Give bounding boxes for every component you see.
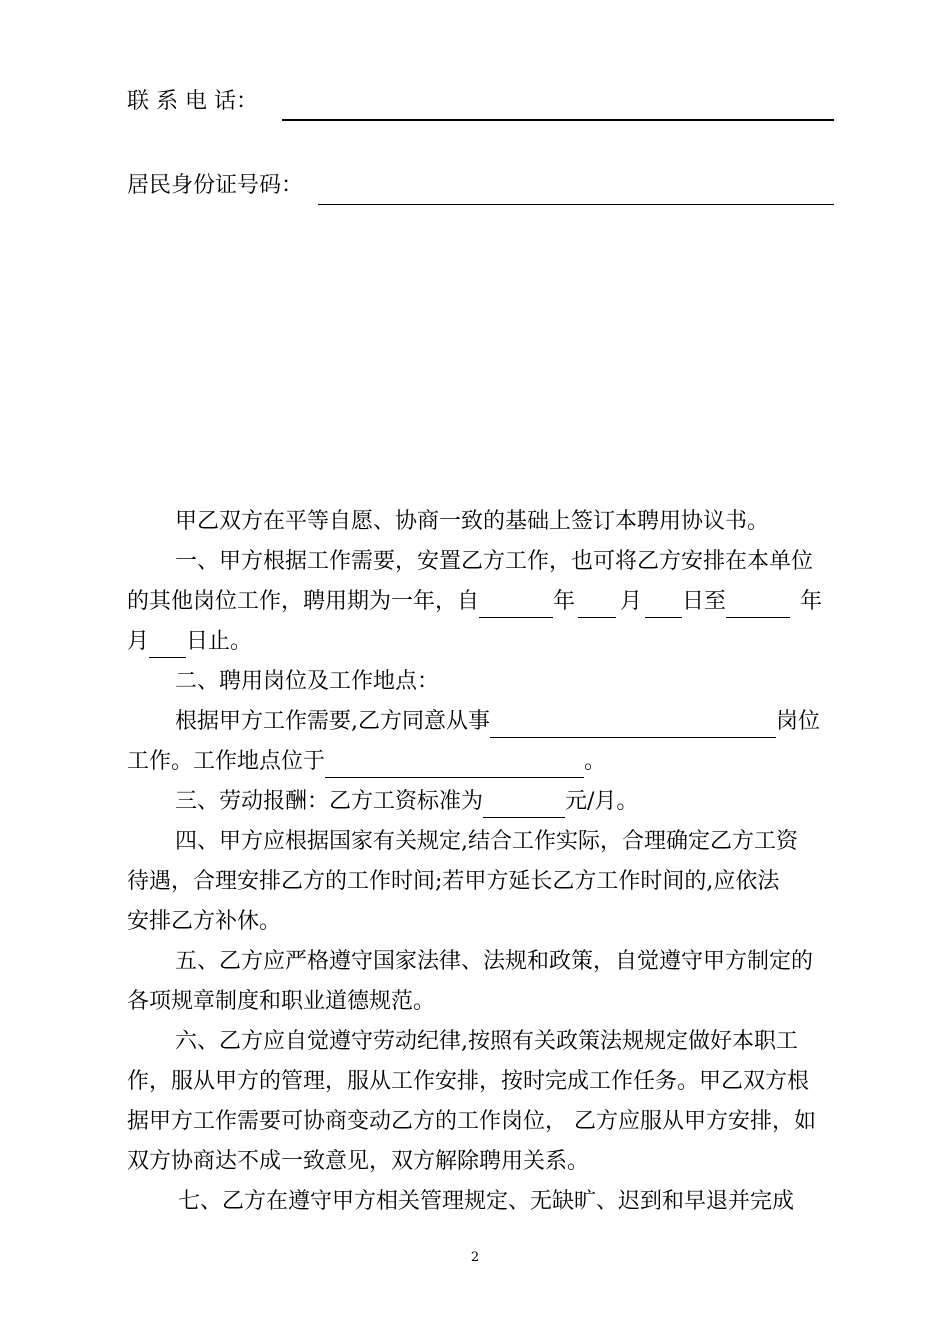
salary-unit: 元/月。 (565, 789, 639, 814)
end-month-blank (149, 627, 186, 658)
id-label-line (127, 166, 303, 206)
clause2-line2 (127, 742, 867, 782)
salary-label: 三、劳动报酬：乙方工资标准为 (175, 789, 484, 814)
clause4-text-3: 安排乙方补休。 (127, 909, 282, 934)
clause1-line2 (127, 582, 867, 622)
end-year-blank (726, 587, 790, 618)
clause5-text-2: 各项规章制度和职业道德规范。 (127, 989, 436, 1014)
clause6-line3 (127, 1102, 867, 1142)
location-blank (325, 747, 584, 778)
clause1-text-1: 一、甲方根据工作需要，安置乙方工作，也可将乙方安排在本单位 (175, 549, 814, 574)
clause4-text-2: 待遇，合理安排乙方的工作时间;若甲方延长乙方工作时间的,应依法 (127, 869, 780, 894)
clause5-line2 (127, 982, 867, 1022)
position-suffix: 岗位 (776, 709, 821, 734)
phone-label: 联 系 电 话： (127, 89, 258, 114)
clause6-text-4: 双方协商达不成一致意见，双方解除聘用关系。 (127, 1149, 590, 1174)
clause1-text-2: 的其他岗位工作，聘用期为一年，自 (127, 589, 480, 614)
end-year-label: 年 (800, 589, 823, 614)
year-label: 年 (553, 589, 576, 614)
location-suffix: 。 (584, 749, 607, 774)
day-to-label: 日至 (682, 589, 727, 614)
clause1-line3 (127, 622, 867, 662)
start-year-blank (479, 587, 553, 618)
start-day-blank (645, 587, 682, 618)
month-label: 月 (620, 589, 643, 614)
clause4-text-1: 四、甲方应根据国家有关规定,结合工作实际，合理确定乙方工资 (175, 829, 798, 854)
id-label: 居民身份证号码： (127, 173, 304, 198)
end-month-label: 月 (127, 629, 150, 654)
id-field-underline (318, 204, 834, 205)
clause5-line1 (175, 942, 867, 982)
clause6-line4 (127, 1142, 867, 1182)
clause6-text-2: 作，服从甲方的管理，服从工作安排，按时完成工作任务。甲乙双方根 (127, 1069, 810, 1094)
clause7-text-1: 七、乙方在遵守甲方相关管理规定、无缺旷、迟到和早退并完成 (178, 1189, 795, 1214)
start-month-blank (578, 587, 616, 618)
location-label: 工作。工作地点位于 (127, 749, 326, 774)
clause6-text-1: 六、乙方应自觉遵守劳动纪律,按照有关政策法规规定做好本职工 (175, 1029, 798, 1054)
clause1-line1 (175, 542, 867, 582)
clause2-title-text: 二、聘用岗位及工作地点： (175, 669, 440, 694)
position-blank (490, 707, 776, 738)
clause6-line2 (127, 1062, 867, 1102)
phone-label-line (127, 82, 258, 122)
intro-paragraph (175, 502, 769, 542)
clause2-title (175, 662, 439, 702)
page-number: 2 (470, 1250, 480, 1265)
end-day-label: 日止。 (186, 629, 253, 654)
position-label: 根据甲方工作需要,乙方同意从事 (175, 709, 490, 734)
clause4-line2 (127, 862, 867, 902)
clause4-line1 (175, 822, 867, 862)
clause4-line3 (127, 902, 867, 942)
clause6-line1 (175, 1022, 867, 1062)
salary-blank (483, 787, 565, 818)
clause6-text-3: 据甲方工作需要可协商变动乙方的工作岗位， 乙方应服从甲方安排，如 (127, 1109, 816, 1134)
clause5-text-1: 五、乙方应严格遵守国家法律、法规和政策，自觉遵守甲方制定的 (175, 949, 814, 974)
clause2-line1 (175, 702, 867, 742)
clause7-line1 (178, 1182, 867, 1222)
phone-field-underline (282, 119, 834, 121)
clause3-line (175, 782, 638, 822)
intro-text: 甲乙双方在平等自愿、协商一致的基础上签订本聘用协议书。 (175, 509, 770, 534)
